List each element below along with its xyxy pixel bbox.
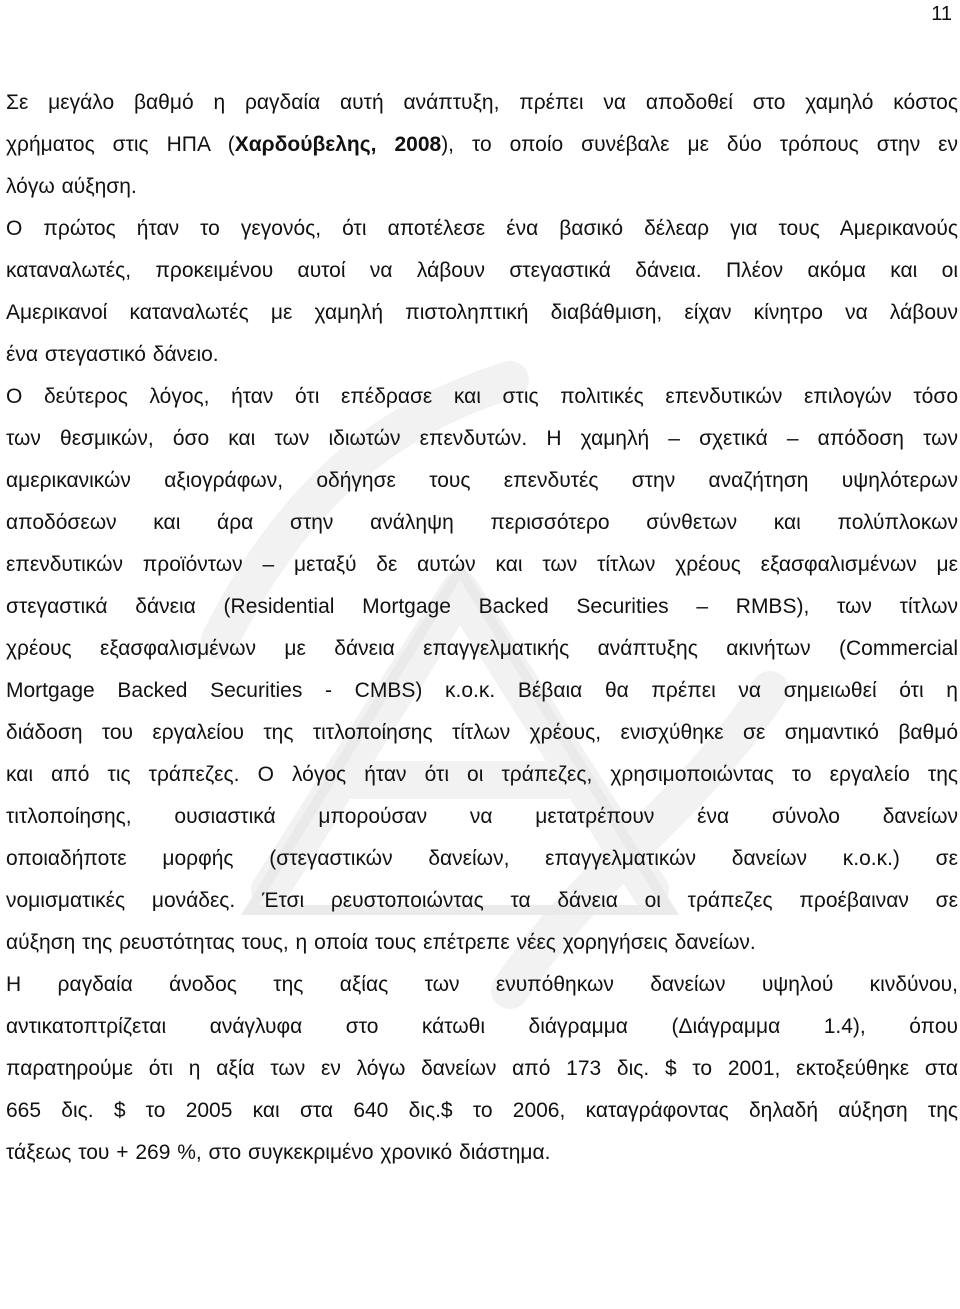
- text-line: 665 δις. $ το 2005 και στα 640 δις.$ το 2006, καταγράφοντας δηλαδή αύξηση της: [6, 1099, 958, 1122]
- body-text: [6, 82, 958, 1174]
- text-line: νομισματικές μονάδες. Έτσι ρευστοποιώντας τα δάνεια οι τράπεζες προέβαιναν σε: [6, 889, 958, 912]
- text-line: καταναλωτές, προκειμένου αυτοί να λάβουν στεγαστικά δάνεια. Πλέον ακόμα και οι: [6, 259, 958, 282]
- page-number: 11: [931, 3, 952, 25]
- text-line: στεγαστικά δάνεια (Residential Mortgage Backed Securities – RMBS), των τίτλων: [6, 595, 958, 618]
- text-line: αύξηση της ρευστότητας τους, η οποία τους επέτρεπε νέες χορηγήσεις δανείων.: [6, 931, 756, 954]
- paragraph: [6, 208, 958, 376]
- text-line: των θεσμικών, όσο και των ιδιωτών επενδυτών. Η χαμηλή – σχετικά – απόδοση των: [6, 427, 958, 450]
- text-line: και από τις τράπεζες. Ο λόγος ήταν ότι οι τράπεζες, χρησιμοποιώντας το εργαλείο της: [6, 763, 958, 786]
- citation-bold: Χαρδούβελης, 2008: [234, 133, 442, 156]
- text-line: τάξεως του + 269 %, στο συγκεκριμένο χρονικό διάστημα.: [6, 1141, 551, 1164]
- text-segment: χρήματος στις ΗΠΑ (: [6, 133, 235, 156]
- text-line: Αμερικανοί καταναλωτές με χαμηλή πιστοληπτική διαβάθμιση, είχαν κίνητρο να λάβουν: [6, 301, 958, 324]
- text-line: διάδοση του εργαλείου της τιτλοποίησης τίτλων χρέους, ενισχύθηκε σε σημαντικό βαθμό: [6, 721, 958, 744]
- text-line: τιτλοποίησης, ουσιαστικά μπορούσαν να μετατρέπουν ένα σύνολο δανείων: [6, 805, 958, 828]
- text-line: Mortgage Backed Securities - CMBS) κ.ο.κ. Βέβαια θα πρέπει να σημειωθεί ότι η: [6, 679, 958, 702]
- text-line: αντικατοπτρίζεται ανάγλυφα στο κάτωθι διάγραμμα (Διάγραμμα 1.4), όπου: [6, 1015, 958, 1038]
- text-line: παρατηρούμε ότι η αξία των εν λόγω δανείων από 173 δις. $ το 2001, εκτοξεύθηκε στα: [6, 1057, 958, 1080]
- text-line: οποιαδήποτε μορφής (στεγαστικών δανείων, επαγγελματικών δανείων κ.ο.κ.) σε: [6, 847, 958, 870]
- text-line: λόγω αύξηση.: [6, 175, 137, 198]
- text-line: Σε μεγάλο βαθμό η ραγδαία αυτή ανάπτυξη, πρέπει να αποδοθεί στο χαμηλό κόστος: [6, 91, 958, 114]
- text-line: επενδυτικών προϊόντων – μεταξύ δε αυτών και των τίτλων χρέους εξασφαλισμένων με: [6, 553, 958, 576]
- text-line: αποδόσεων και άρα στην ανάληψη περισσότερο σύνθετων και πολύπλοκων: [6, 511, 958, 534]
- text-line: αμερικανικών αξιογράφων, οδήγησε τους επενδυτές στην αναζήτηση υψηλότερων: [6, 469, 958, 492]
- text-segment: ), το οποίο συνέβαλε με δύο τρόπους στην εν: [441, 133, 959, 156]
- text-line: ένα στεγαστικό δάνειο.: [6, 343, 219, 366]
- text-line: Ο πρώτος ήταν το γεγονός, ότι αποτέλεσε ένα βασικό δέλεαρ για τους Αμερικανούς: [6, 217, 958, 240]
- text-line: [6, 124, 958, 166]
- text-line: χρέους εξασφαλισμένων με δάνεια επαγγελματικής ανάπτυξης ακινήτων (Commercial: [6, 637, 958, 660]
- paragraph: [6, 376, 958, 964]
- paragraph: [6, 82, 958, 208]
- text-line: Η ραγδαία άνοδος της αξίας των ενυπόθηκων δανείων υψηλού κινδύνου,: [6, 973, 958, 996]
- paragraph: [6, 964, 958, 1174]
- text-line: Ο δεύτερος λόγος, ήταν ότι επέδρασε και στις πολιτικές επενδυτικών επιλογών τόσο: [6, 385, 958, 408]
